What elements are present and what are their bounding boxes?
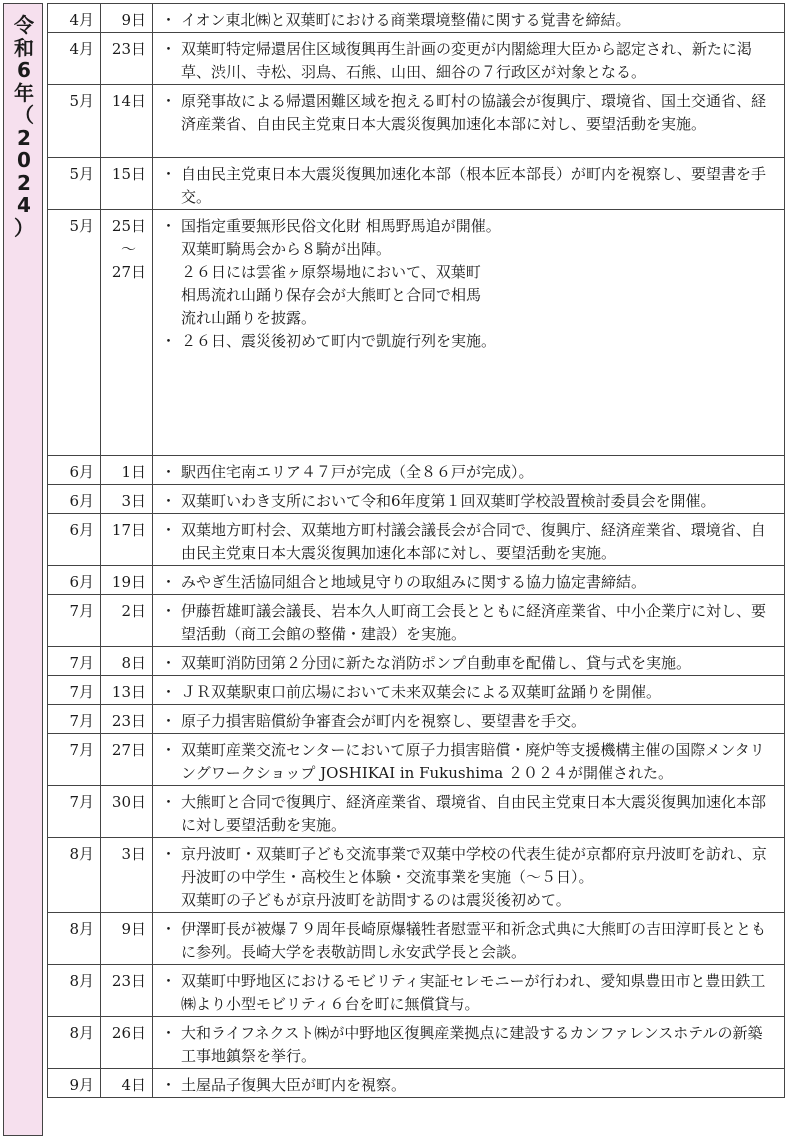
table-row: [48, 913, 785, 965]
day-cell: [101, 913, 153, 965]
table-row: [48, 4, 785, 33]
day-start: 3日: [121, 492, 146, 510]
day-cell: [101, 566, 153, 595]
event-item: ・ 伊澤町長が被爆７９周年長崎原爆犠牲者慰霊平和祈念式典に大熊町の吉田淳町長とともに参列。長崎大学を表敬訪問し永安武学長と会談。: [181, 918, 774, 964]
event-cell: [153, 838, 785, 913]
day-cell: [101, 33, 153, 85]
event-cell: [153, 705, 785, 734]
event-item: ・ 原子力損害賠償紛争審査会が町内を視察し、要望書を手交。: [181, 710, 774, 733]
month-cell: 8月: [48, 1017, 101, 1069]
event-cell: [153, 1017, 785, 1069]
event-item: ・ 国指定重要無形民俗文化財 相馬野馬追が開催。 双葉町騎馬会から８騎が出陣。 ２６日には雲雀ヶ原祭場地において、双葉町 相馬流れ山踊り保存会が大熊町と合同で相馬 流れ山踊りを披露。: [181, 215, 774, 330]
era-label: [4, 14, 44, 239]
event-item: ・ 伊藤哲雄町議会議長、岩本久人町商工会長とともに経済産業省、中小企業庁に対し、要望活動（商工会館の整備・建設）を実施。: [181, 600, 774, 646]
chronology-page: [3, 3, 785, 1136]
day-start: 27日: [111, 741, 146, 759]
era-char: 令: [14, 13, 34, 37]
day-start: 26日: [111, 1024, 146, 1042]
day-start: 13日: [111, 683, 146, 701]
event-item: ・ 双葉町中野地区におけるモビリティ実証セレモニーが行われ、愛知県豊田市と豊田鉄工㈱より小型モビリティ６台を町に無償貸与。: [181, 970, 774, 1016]
event-item: ・ 双葉町特定帰還居住区域復興再生計画の変更が内閣総理大臣から認定され、新たに渇草、渋川、寺松、羽鳥、石熊、山田、細谷の７行政区が対象となる。: [181, 38, 774, 84]
month-cell: 7月: [48, 705, 101, 734]
day-start: 30日: [111, 793, 146, 811]
day-cell: [101, 965, 153, 1017]
day-start: 19日: [111, 573, 146, 591]
table-row: [48, 85, 785, 158]
table-row: [48, 158, 785, 210]
event-cell: [153, 485, 785, 514]
day-start: 9日: [121, 11, 146, 29]
event-item: ・ 大和ライフネクスト㈱が中野地区復興産業拠点に建設するカンファレンスホテルの新築工事地鎮祭を挙行。: [181, 1022, 774, 1068]
day-start: 23日: [111, 972, 146, 990]
event-cell: [153, 965, 785, 1017]
month-cell: 4月: [48, 4, 101, 33]
event-cell: [153, 913, 785, 965]
day-start: 23日: [111, 40, 146, 58]
day-start: 8日: [121, 654, 146, 672]
table-row: [48, 705, 785, 734]
event-cell: [153, 210, 785, 456]
day-range-separator: ～: [120, 240, 136, 258]
event-item: ・ 原発事故による帰還困難区域を抱える町村の協議会が復興庁、環境省、国土交通省、経済産業省、自由民主党東日本大震災復興加速化本部に対し、要望活動を実施。: [181, 90, 774, 136]
day-start: 9日: [121, 920, 146, 938]
era-char: 4: [17, 193, 31, 217]
month-cell: 8月: [48, 913, 101, 965]
day-cell: [101, 647, 153, 676]
event-cell: [153, 786, 785, 838]
event-cell: [153, 85, 785, 158]
day-cell: [101, 158, 153, 210]
event-item: ・ 大熊町と合同で復興庁、経済産業省、環境省、自由民主党東日本大震災復興加速化本部に対し要望活動を実施。: [181, 791, 774, 837]
day-start: 2日: [121, 602, 146, 620]
month-cell: 7月: [48, 595, 101, 647]
month-cell: 4月: [48, 33, 101, 85]
event-item: ・ 土屋品子復興大臣が町内を視察。: [181, 1074, 774, 1097]
era-char: 6: [17, 58, 31, 82]
day-start: 1日: [121, 463, 146, 481]
day-cell: [101, 85, 153, 158]
day-start: 17日: [111, 521, 146, 539]
day-end: 27日: [111, 263, 146, 281]
event-cell: [153, 595, 785, 647]
table-row: [48, 456, 785, 485]
chronology-table: [47, 3, 785, 1098]
era-char: 年: [14, 80, 34, 105]
table-row: [48, 838, 785, 913]
day-start: 3日: [121, 845, 146, 863]
event-cell: [153, 4, 785, 33]
month-cell: 5月: [48, 210, 101, 456]
table-row: [48, 676, 785, 705]
day-cell: [101, 705, 153, 734]
era-char: ）: [14, 215, 34, 240]
table-row: [48, 514, 785, 566]
event-cell: [153, 647, 785, 676]
day-cell: [101, 595, 153, 647]
day-cell: [101, 514, 153, 566]
event-cell: [153, 734, 785, 786]
day-start: 25日: [111, 217, 146, 235]
day-cell: [101, 1017, 153, 1069]
event-cell: [153, 514, 785, 566]
event-item: ・ みやぎ生活協同組合と地域見守りの取組みに関する協力協定書締結。: [181, 571, 774, 594]
table-row: [48, 786, 785, 838]
event-cell: [153, 566, 785, 595]
era-char: 2: [17, 170, 31, 195]
event-cell: [153, 33, 785, 85]
table-row: [48, 595, 785, 647]
day-cell: [101, 4, 153, 33]
day-cell: [101, 676, 153, 705]
day-cell: [101, 838, 153, 913]
month-cell: 7月: [48, 734, 101, 786]
month-cell: 6月: [48, 566, 101, 595]
event-item: ・ 双葉町産業交流センターにおいて原子力損害賠償・廃炉等支援機構主催の国際メンタリングワークショップ JOSHIKAI in Fukushima ２０２４が開催された。: [181, 739, 774, 785]
month-cell: 5月: [48, 85, 101, 158]
day-start: 23日: [111, 712, 146, 730]
event-item: ・ 双葉町いわき支所において令和6年度第１回双葉町学校設置検討委員会を開催。: [181, 490, 774, 513]
event-item: ・ 駅西住宅南エリア４７戸が完成（全８６戸が完成）。: [181, 461, 774, 484]
day-cell: [101, 1069, 153, 1098]
day-start: 15日: [111, 165, 146, 183]
era-column: [3, 3, 43, 1136]
event-cell: [153, 456, 785, 485]
day-cell: [101, 485, 153, 514]
era-char: 和: [14, 35, 34, 60]
month-cell: 6月: [48, 485, 101, 514]
table-row: [48, 734, 785, 786]
era-char: （: [14, 103, 34, 127]
month-cell: 5月: [48, 158, 101, 210]
day-start: 14日: [111, 92, 146, 110]
month-cell: 6月: [48, 514, 101, 566]
era-char: 2: [17, 125, 31, 150]
event-cell: [153, 158, 785, 210]
month-cell: 8月: [48, 965, 101, 1017]
table-row: [48, 485, 785, 514]
table-row: [48, 1017, 785, 1069]
event-cell: [153, 1069, 785, 1098]
table-row: [48, 566, 785, 595]
era-char: 0: [17, 148, 31, 172]
month-cell: 7月: [48, 786, 101, 838]
day-cell: [101, 786, 153, 838]
table-row: [48, 1069, 785, 1098]
event-item: ・ 双葉地方町村会、双葉地方町村議会議長会が合同で、復興庁、経済産業省、環境省、自由民主党東日本大震災復興加速化本部に対し、要望活動を実施。: [181, 519, 774, 565]
event-item: ・ ２６日、震災後初めて町内で凱旋行列を実施。: [181, 330, 774, 353]
event-item: ・ 自由民主党東日本大震災復興加速化本部（根本匠本部長）が町内を視察し、要望書を手交。: [181, 163, 774, 209]
event-item: ・ 双葉町消防団第２分団に新たな消防ポンプ自動車を配備し、貸与式を実施。: [181, 652, 774, 675]
month-cell: 7月: [48, 647, 101, 676]
table-row: [48, 210, 785, 456]
table-row: [48, 33, 785, 85]
day-cell: [101, 456, 153, 485]
day-cell: [101, 734, 153, 786]
day-start: 4日: [121, 1076, 146, 1094]
table-row: [48, 647, 785, 676]
event-item: ・ 京丹波町・双葉町子ども交流事業で双葉中学校の代表生徒が京都府京丹波町を訪れ、京丹波町の中学生・高校生と体験・交流事業を実施（～５日）。 双葉町の子どもが京丹波町を訪問するのは震災後初めて。: [181, 843, 774, 912]
month-cell: 7月: [48, 676, 101, 705]
month-cell: 8月: [48, 838, 101, 913]
table-row: [48, 965, 785, 1017]
month-cell: 6月: [48, 456, 101, 485]
event-item: ・ ＪＲ双葉駅東口前広場において未来双葉会による双葉町盆踊りを開催。: [181, 681, 774, 704]
day-cell: [101, 210, 153, 456]
month-cell: 9月: [48, 1069, 101, 1098]
event-cell: [153, 676, 785, 705]
event-item: ・ イオン東北㈱と双葉町における商業環境整備に関する覚書を締結。: [181, 9, 774, 32]
